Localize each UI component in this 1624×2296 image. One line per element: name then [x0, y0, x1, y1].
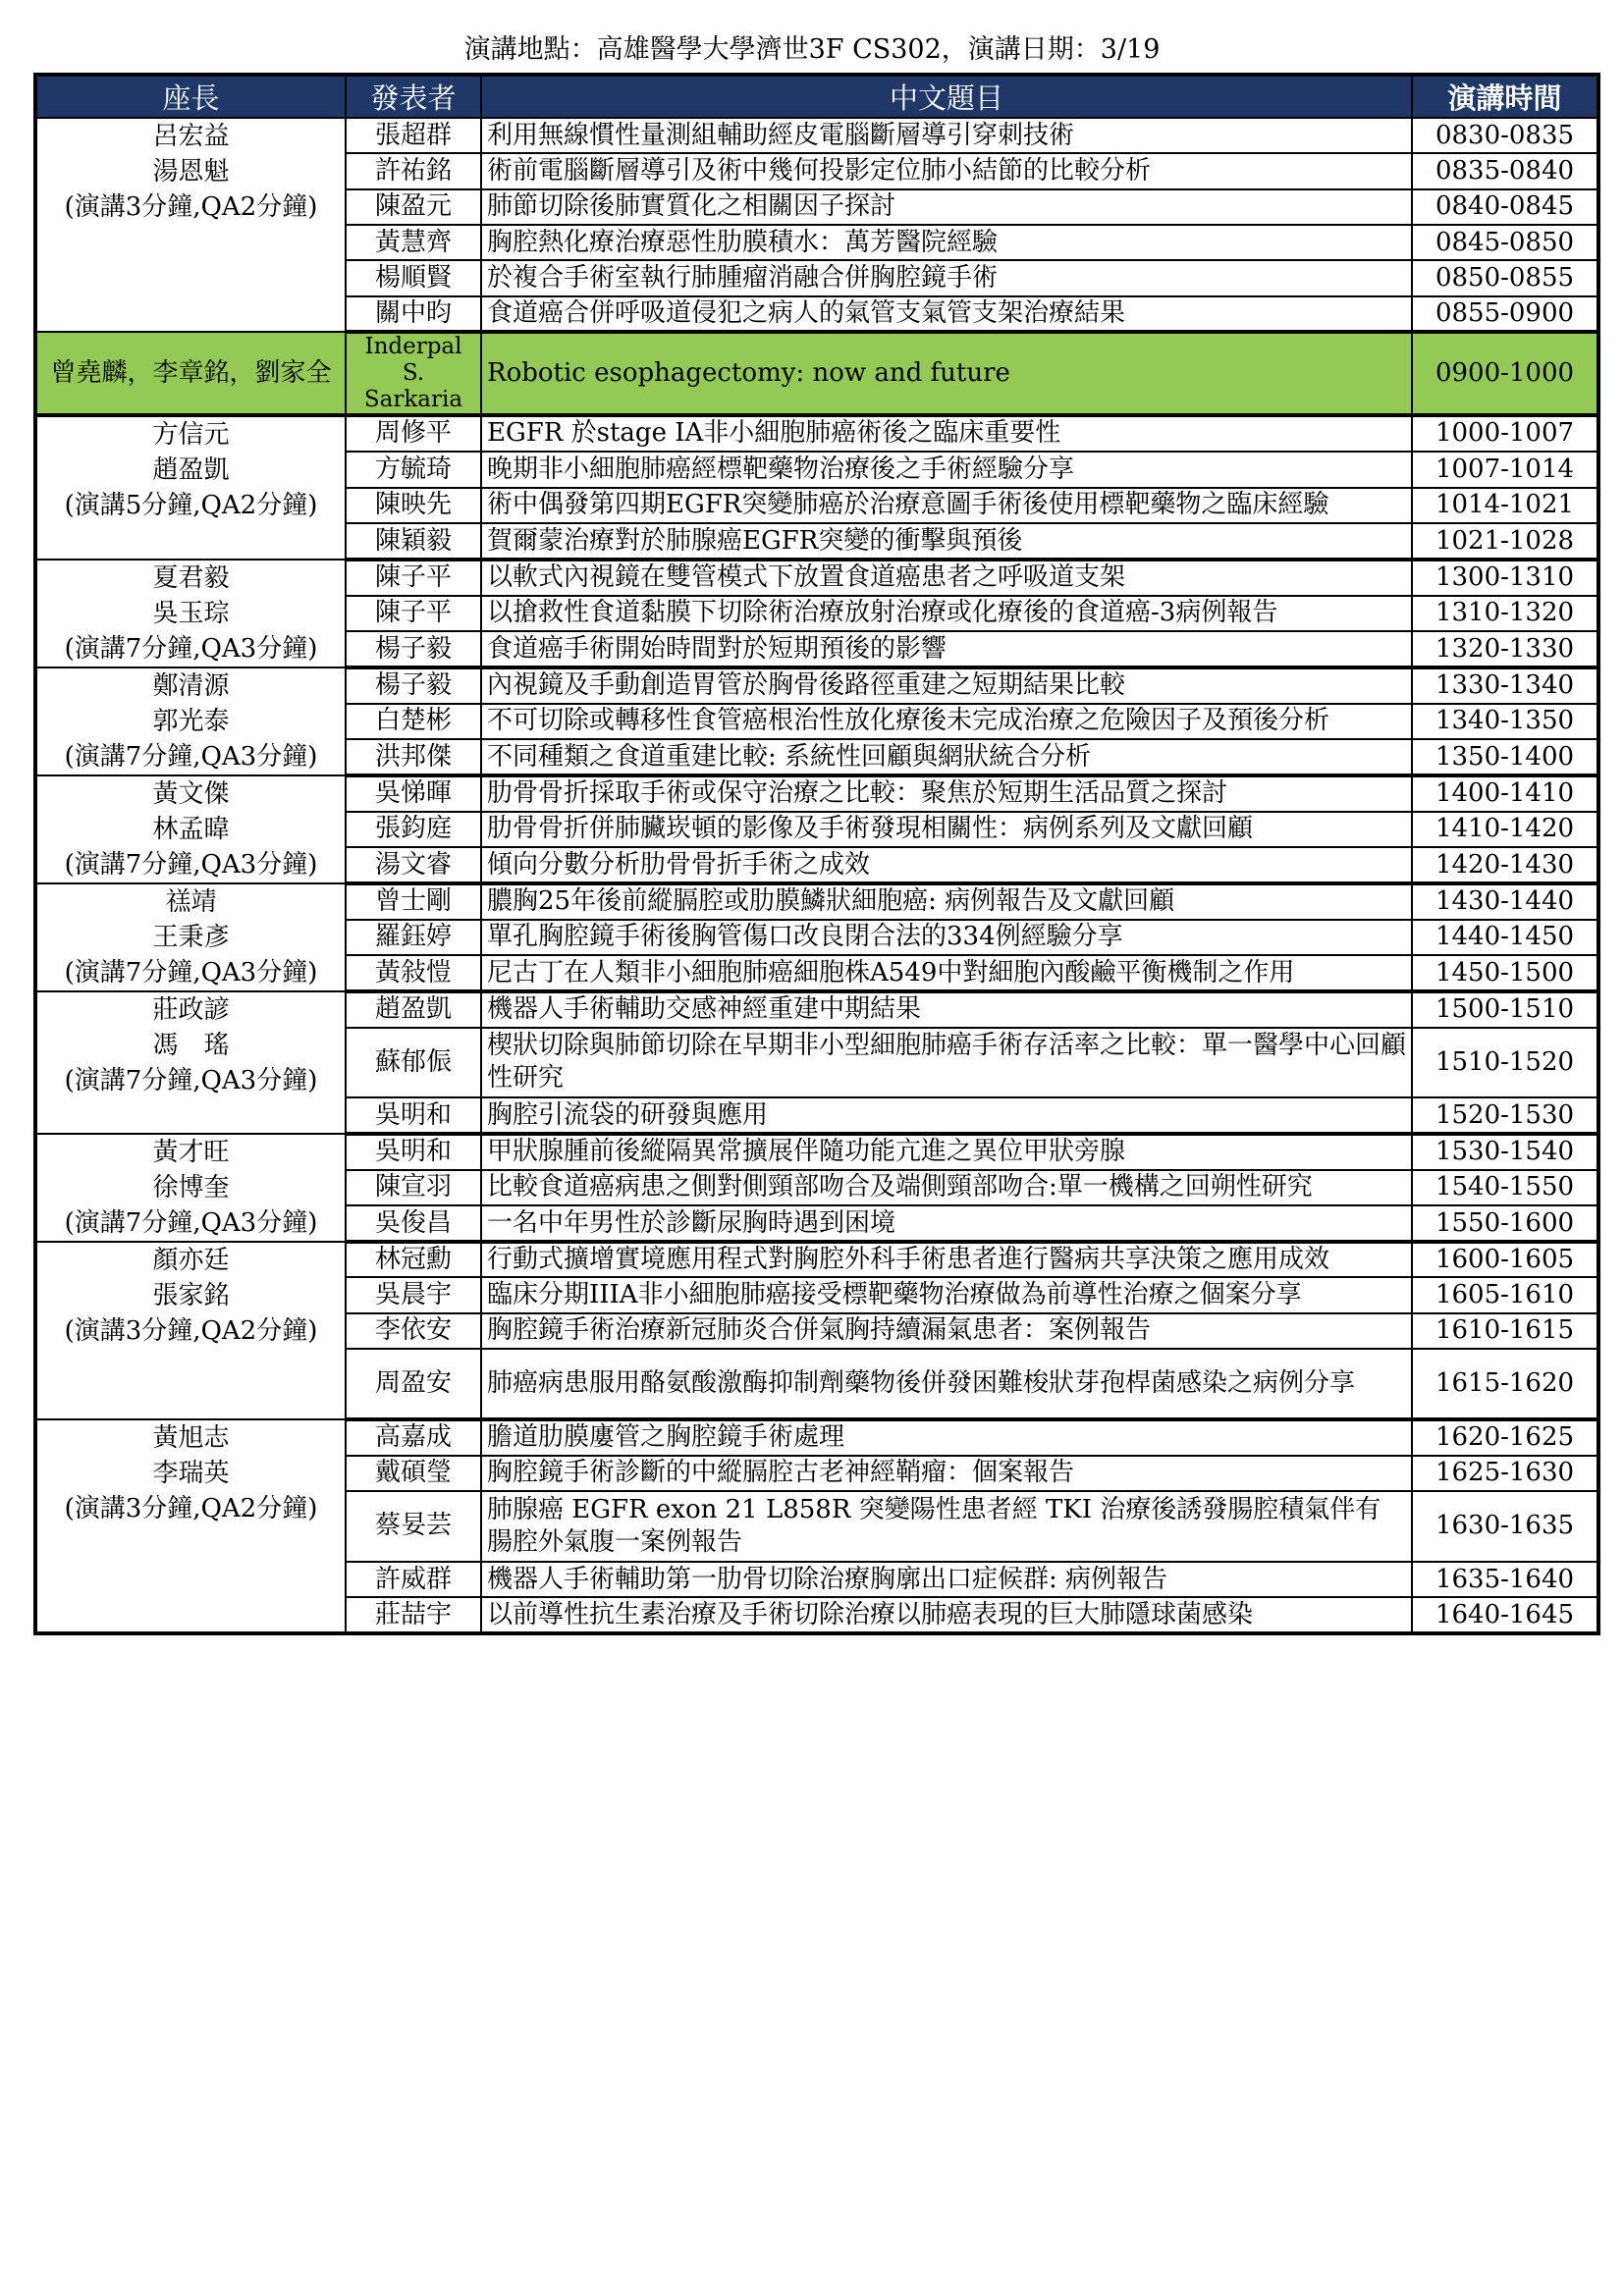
presenter-cell: 陳映先	[346, 488, 481, 524]
col-header-time: 演講時間	[1412, 75, 1598, 118]
presenter-cell	[346, 332, 481, 415]
talk-time: 1635-1640	[1412, 1562, 1598, 1598]
chair-cell	[35, 667, 346, 775]
presenter-cell: 楊子毅	[346, 667, 481, 704]
talk-row	[35, 883, 1598, 920]
presenter-cell: 許威群	[346, 1562, 481, 1598]
talk-title: 術前電腦斷層導引及術中幾何投影定位肺小結節的比較分析	[481, 153, 1412, 188]
talk-title: 甲狀腺腫前後縱隔異常擴展伴隨功能亢進之異位甲狀旁腺	[481, 1134, 1412, 1170]
talk-time: 0845-0850	[1412, 225, 1598, 260]
chair-session-note: (演講7分鐘,QA3分鐘)	[64, 1066, 318, 1095]
talk-time: 1540-1550	[1412, 1170, 1598, 1206]
talk-title: 賀爾蒙治療對於肺腺癌EGFR突變的衝擊與預後	[481, 523, 1412, 560]
presenter-cell: 高嘉成	[346, 1419, 481, 1456]
presenter-name-line: Inderpal	[364, 334, 462, 359]
presenter-cell: 吳明和	[346, 1134, 481, 1170]
chair-name: 林孟暐	[152, 815, 230, 844]
page-title: 演講地點：高雄醫學大學濟世3F CS302，演講日期：3/19	[463, 34, 1161, 65]
talk-title: 行動式擴增實境應用程式對胸腔外科手術患者進行醫病共享決策之應用成效	[481, 1242, 1412, 1277]
talk-title: 術中偶發第四期EGFR突變肺癌於治療意圖手術後使用標靶藥物之臨床經驗	[481, 488, 1412, 524]
chair-name: 郭光泰	[152, 707, 230, 736]
talk-time: 0840-0845	[1412, 189, 1598, 225]
presenter-cell: 戴碩瑩	[346, 1456, 481, 1492]
talk-time: 1021-1028	[1412, 523, 1598, 560]
talk-title: 單孔胸腔鏡手術後胸管傷口改良閉合法的334例經驗分享	[481, 920, 1412, 956]
chair-name: 呂宏益	[152, 122, 230, 151]
chair-name: 趙盈凱	[152, 455, 230, 485]
talk-title: 肺腺癌 EGFR exon 21 L858R 突變陽性患者經 TKI 治療後誘發腸腔積氣伴有腸腔外氣腹一案例報告	[481, 1491, 1412, 1562]
presenter-cell: 蘇郁侲	[346, 1028, 481, 1098]
chair-cell	[35, 332, 346, 415]
chair-session-note: (演講7分鐘,QA3分鐘)	[64, 850, 318, 880]
col-header-presenter: 發表者	[346, 75, 481, 118]
presenter-cell: 吳俊昌	[346, 1205, 481, 1242]
chair-name: 曾堯麟，李章銘，劉家全	[50, 357, 332, 388]
chair-session-note: (演講7分鐘,QA3分鐘)	[64, 958, 318, 988]
talk-time: 0835-0840	[1412, 153, 1598, 188]
talk-title: 以搶救性食道黏膜下切除術治療放射治療或化療後的食道癌-3病例報告	[481, 596, 1412, 632]
talk-title: 尼古丁在人類非小細胞肺癌細胞株A549中對細胞內酸鹼平衡機制之作用	[481, 955, 1412, 991]
talk-time: 1550-1600	[1412, 1205, 1598, 1242]
talk-title: 肺癌病患服用酪氨酸激酶抑制劑藥物後併發困難梭狀芽孢桿菌感染之病例分享	[481, 1349, 1412, 1419]
talk-title: 不可切除或轉移性食管癌根治性放化療後未完成治療之危險因子及預後分析	[481, 704, 1412, 740]
presenter-cell: 吳晨宇	[346, 1277, 481, 1312]
talk-title: 機器人手術輔助第一肋骨切除治療胸廓出口症候群: 病例報告	[481, 1562, 1412, 1598]
talk-time: 1320-1330	[1412, 631, 1598, 667]
chair-name: 禚靖	[165, 887, 217, 917]
chair-session-note: (演講7分鐘,QA3分鐘)	[64, 1208, 318, 1238]
talk-title: 肺節切除後肺實質化之相關因子探討	[481, 189, 1412, 225]
chair-name: 方信元	[152, 420, 230, 450]
talk-title: 利用無線慣性量測組輔助經皮電腦斷層導引穿刺技術	[481, 118, 1412, 153]
chair-session-note: (演講3分鐘,QA2分鐘)	[64, 1494, 318, 1523]
talk-time: 1520-1530	[1412, 1097, 1598, 1134]
talk-time: 1014-1021	[1412, 488, 1598, 524]
talk-row	[35, 775, 1598, 812]
talk-time: 1600-1605	[1412, 1242, 1598, 1277]
chair-session-note: (演講3分鐘,QA2分鐘)	[64, 192, 318, 222]
chair-cell	[35, 415, 346, 560]
presenter-cell: 方毓琦	[346, 452, 481, 488]
chair-name: 王秉彥	[152, 923, 230, 952]
chair-cell	[35, 991, 346, 1134]
talk-row	[35, 1242, 1598, 1277]
chair-name: 夏君毅	[152, 563, 230, 593]
talk-time: 1510-1520	[1412, 1028, 1598, 1098]
talk-time: 1330-1340	[1412, 667, 1598, 704]
presenter-cell: 陳宣羽	[346, 1170, 481, 1206]
talk-time: 1615-1620	[1412, 1349, 1598, 1419]
talk-title: 傾向分數分析肋骨骨折手術之成效	[481, 847, 1412, 883]
talk-title: 膿胸25年後前縱膈腔或肋膜鱗狀細胞癌: 病例報告及文獻回顧	[481, 883, 1412, 920]
chair-session-note: (演講7分鐘,QA3分鐘)	[64, 742, 318, 772]
talk-time: 0830-0835	[1412, 118, 1598, 153]
chair-cell	[35, 1134, 346, 1242]
talk-title: 肋骨骨折採取手術或保守治療之比較：聚焦於短期生活品質之探討	[481, 775, 1412, 812]
talk-title: 胸腔引流袋的研發與應用	[481, 1097, 1412, 1134]
talk-time: 0850-0855	[1412, 260, 1598, 295]
chair-session-note: (演講3分鐘,QA2分鐘)	[64, 1316, 318, 1346]
presenter-cell: 張鈞庭	[346, 812, 481, 848]
presenter-cell: 莊喆宇	[346, 1597, 481, 1633]
talk-time: 1340-1350	[1412, 704, 1598, 740]
talk-time: 1007-1014	[1412, 452, 1598, 488]
talk-time: 1410-1420	[1412, 812, 1598, 848]
talk-time: 1300-1310	[1412, 560, 1598, 596]
talk-time: 1440-1450	[1412, 920, 1598, 956]
talk-row	[35, 118, 1598, 153]
presenter-cell: 陳盈元	[346, 189, 481, 225]
talk-time: 1630-1635	[1412, 1491, 1598, 1562]
talk-title: EGFR 於stage IA非小細胞肺癌術後之臨床重要性	[481, 415, 1412, 452]
presenter-cell: 吳悌暉	[346, 775, 481, 812]
talk-time: 1530-1540	[1412, 1134, 1598, 1170]
talk-time: 1605-1610	[1412, 1277, 1598, 1312]
chair-name: 吳玉琮	[152, 599, 230, 628]
talk-time: 1350-1400	[1412, 739, 1598, 775]
talk-title: 一名中年男性於診斷尿胸時遇到困境	[481, 1205, 1412, 1242]
talk-title: 以軟式內視鏡在雙管模式下放置食道癌患者之呼吸道支架	[481, 560, 1412, 596]
presenter-cell: 洪邦傑	[346, 739, 481, 775]
presenter-cell: 蔡妟芸	[346, 1491, 481, 1562]
keynote-row	[35, 332, 1598, 415]
talk-row	[35, 667, 1598, 704]
presenter-cell: 趙盈凱	[346, 991, 481, 1028]
talk-title: 膽道肋膜廔管之胸腔鏡手術處理	[481, 1419, 1412, 1456]
presenter-cell: 林冠勳	[346, 1242, 481, 1277]
presenter-cell: 湯文睿	[346, 847, 481, 883]
presenter-cell: 陳穎毅	[346, 523, 481, 560]
talk-row	[35, 415, 1598, 452]
talk-title: 食道癌合併呼吸道侵犯之病人的氣管支氣管支架治療結果	[481, 296, 1412, 332]
talk-time: 1620-1625	[1412, 1419, 1598, 1456]
talk-title: 於複合手術室執行肺腫瘤消融合併胸腔鏡手術	[481, 260, 1412, 295]
presenter-cell: 羅鈺婷	[346, 920, 481, 956]
chair-session-note: (演講5分鐘,QA2分鐘)	[64, 491, 318, 520]
talk-time: 1310-1320	[1412, 596, 1598, 632]
presenter-name-line: S. Sarkaria	[363, 360, 463, 412]
talk-title: 胸腔鏡手術治療新冠肺炎合併氣胸持續漏氣患者：案例報告	[481, 1313, 1412, 1349]
talk-title: 食道癌手術開始時間對於短期預後的影響	[481, 631, 1412, 667]
presenter-cell: 黃敍愷	[346, 955, 481, 991]
talk-time: 1420-1430	[1412, 847, 1598, 883]
chair-name: 徐博奎	[152, 1173, 230, 1202]
talk-title: 內視鏡及手動創造胃管於胸骨後路徑重建之短期結果比較	[481, 667, 1412, 704]
header-row	[35, 75, 1598, 118]
talk-title: 肋骨骨折併肺臟崁頓的影像及手術發現相關性：病例系列及文獻回顧	[481, 812, 1412, 848]
chair-name: 李瑞英	[152, 1459, 230, 1488]
presenter-cell: 吳明和	[346, 1097, 481, 1134]
talk-time: 1625-1630	[1412, 1456, 1598, 1492]
talk-title: 臨床分期IIIA非小細胞肺癌接受標靶藥物治療做為前導性治療之個案分享	[481, 1277, 1412, 1312]
talk-time: 0855-0900	[1412, 296, 1598, 332]
chair-name: 莊政諺	[152, 995, 230, 1025]
talk-title: 胸腔熱化療治療惡性肋膜積水：萬芳醫院經驗	[481, 225, 1412, 260]
chair-session-note: (演講7分鐘,QA3分鐘)	[64, 634, 318, 664]
presenter-cell: 周盈安	[346, 1349, 481, 1419]
talk-title: 胸腔鏡手術診斷的中縱膈腔古老神經鞘瘤：個案報告	[481, 1456, 1412, 1492]
chair-name: 鄭清源	[152, 671, 230, 701]
schedule-table	[33, 73, 1600, 1635]
chair-name: 黃文傑	[152, 779, 230, 809]
chair-name: 黃旭志	[152, 1423, 230, 1453]
talk-title: 機器人手術輔助交感神經重建中期結果	[481, 991, 1412, 1028]
presenter-cell: 楊順賢	[346, 260, 481, 295]
presenter-cell: 關中昀	[346, 296, 481, 332]
chair-name: 黃才旺	[152, 1138, 230, 1167]
talk-title: 比較食道癌病患之側對側頸部吻合及端側頸部吻合:單一機構之回朔性研究	[481, 1170, 1412, 1206]
talk-time: 0900-1000	[1412, 332, 1598, 415]
chair-cell	[35, 560, 346, 667]
talk-title: 不同種類之食道重建比較: 系統性回顧與網狀統合分析	[481, 739, 1412, 775]
chair-cell	[35, 775, 346, 883]
chair-name: 張家銘	[152, 1281, 230, 1310]
col-header-title: 中文題目	[481, 75, 1412, 118]
chair-cell	[35, 883, 346, 991]
presenter-cell: 楊子毅	[346, 631, 481, 667]
talk-row	[35, 1134, 1598, 1170]
talk-time: 1430-1440	[1412, 883, 1598, 920]
talk-row	[35, 560, 1598, 596]
talk-time: 1000-1007	[1412, 415, 1598, 452]
presenter-cell: 李依安	[346, 1313, 481, 1349]
talk-time: 1450-1500	[1412, 955, 1598, 991]
col-header-chair: 座長	[35, 75, 346, 118]
chair-name: 湯恩魁	[152, 157, 230, 187]
talk-title: 楔狀切除與肺節切除在早期非小型細胞肺癌手術存活率之比較：單一醫學中心回顧性研究	[481, 1028, 1412, 1098]
chair-cell	[35, 118, 346, 332]
presenter-cell: 張超群	[346, 118, 481, 153]
chair-name: 顏亦廷	[152, 1246, 230, 1275]
talk-time: 1500-1510	[1412, 991, 1598, 1028]
chair-cell	[35, 1419, 346, 1633]
talk-title: 以前導性抗生素治療及手術切除治療以肺癌表現的巨大肺隱球菌感染	[481, 1597, 1412, 1633]
chair-cell	[35, 1242, 346, 1419]
presenter-cell: 曾士剛	[346, 883, 481, 920]
chair-name: 馮 瑤	[152, 1031, 230, 1060]
presenter-cell: 黃慧齊	[346, 225, 481, 260]
talk-row	[35, 1419, 1598, 1456]
talk-time: 1640-1645	[1412, 1597, 1598, 1633]
talk-time: 1400-1410	[1412, 775, 1598, 812]
talk-row	[35, 991, 1598, 1028]
talk-time: 1610-1615	[1412, 1313, 1598, 1349]
talk-title: Robotic esophagectomy: now and future	[481, 332, 1412, 415]
talk-title: 晚期非小細胞肺癌經標靶藥物治療後之手術經驗分享	[481, 452, 1412, 488]
presenter-cell: 許祐銘	[346, 153, 481, 188]
schedule-body	[35, 118, 1598, 1633]
presenter-cell: 白楚彬	[346, 704, 481, 740]
presenter-cell: 陳子平	[346, 560, 481, 596]
presenter-cell: 周修平	[346, 415, 481, 452]
presenter-cell: 陳子平	[346, 596, 481, 632]
